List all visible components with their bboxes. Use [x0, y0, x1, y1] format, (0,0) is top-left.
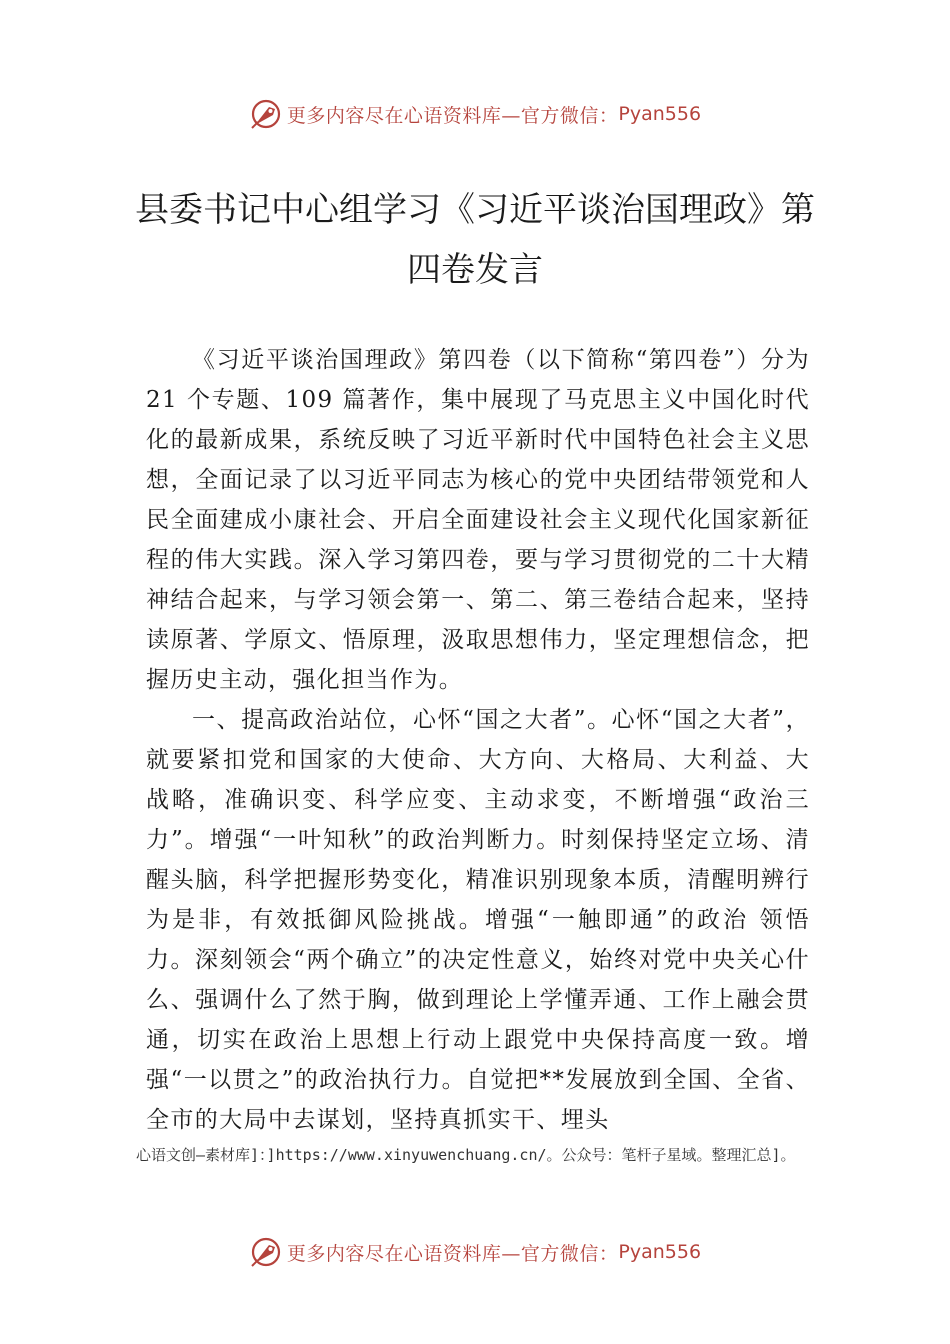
header-banner-wechat-id: Pyan556	[618, 103, 702, 125]
header-banner-text: 更多内容尽在心语资料库—官方微信：	[286, 104, 619, 127]
paragraph-section-one: 一、提高政治站位，心怀“国之大者”。心怀“国之大者”，就要紧扣党和国家的大使命、大方向、大格局、大利益、大 战略，准确识变、科学应变、主动求变，不断增强“政治三力”。增强“一叶知秋”的政治判断力。时刻保持坚定立场、清醒头脑，科学把握形势变化，精准识别现象本质，清醒明辨行为是非，有效抵御风险挑战。增强“一触即通”的政治 领悟力。深刻领会“两个确立”的决定性意义，始终对党中央关心什么、强调什么了然于胸，做到理论上学懂弄通、工作上融会贯通，切实在政治上思想上行动上跟党中央保持高度一致。增强“一以贯之”的政治执行力。自觉把**发展放到全国、全省、全市的大局中去谋划，坚持真抓实干、埋头	[146, 707, 810, 1133]
footer-banner-wechat-id: Pyan556	[618, 1241, 702, 1263]
source-footnote: 心语文创—素材库]：]https://www.xinyuwenchuang.cn/。公众号：笔杆子星域。整理汇总]。	[136, 1146, 796, 1164]
header-banner	[0, 96, 950, 132]
document-body	[146, 340, 810, 1140]
paragraph-intro: 《习近平谈治国理政》第四卷（以下简称“第四卷”）分为 21 个专题、109 篇著作，集中展现了马克思主义中国化时代化的最新成果，系统反映了习近平新时代中国特色社会主义思想，全面记录了以习近平同志为核心的党中央团结带领党和人民全面建成小康社会、开启全面建设社会主义现代化国家新征程的伟大实践。深入学习第四卷，要与学习贯彻党的二十大精神结合起来，与学习领会第一、第二、第三卷结合起来，坚持读原著、学原文、悟原理，汲取思想伟力，坚定理想信念，把握历史主动，强化担当作为。	[146, 347, 810, 693]
pen-nib-logo-icon	[249, 97, 283, 131]
document-title: 县委书记中心组学习《习近平谈治国理政》第四卷发言	[135, 190, 815, 290]
footer-banner-text: 更多内容尽在心语资料库—官方微信：	[286, 1242, 619, 1265]
footer-banner	[0, 1234, 950, 1270]
pen-nib-logo-icon	[249, 1235, 283, 1269]
